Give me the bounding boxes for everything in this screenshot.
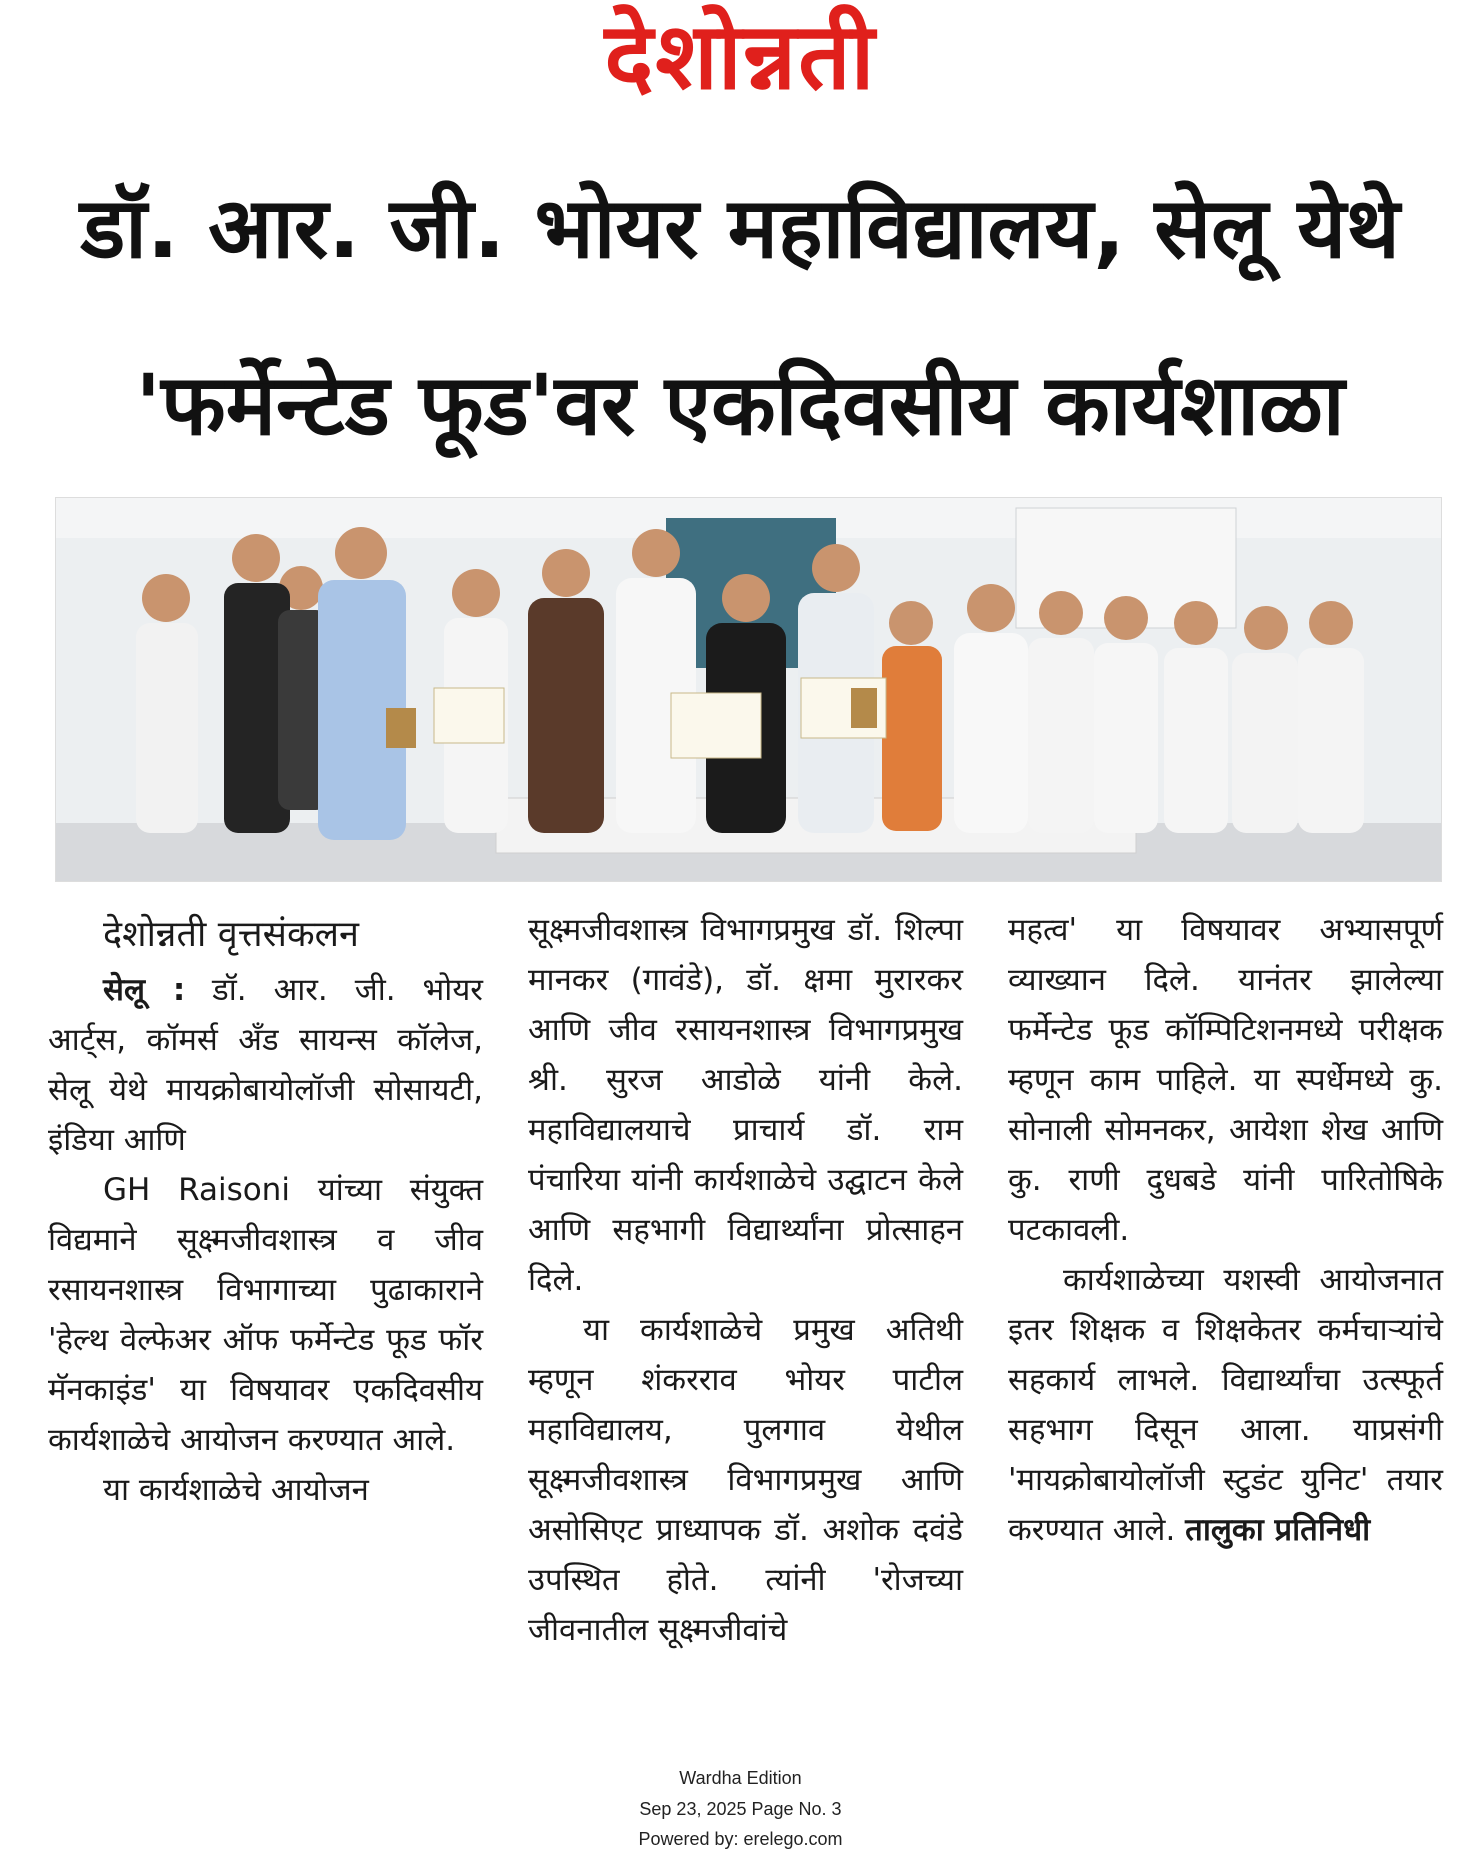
article-column-2 xyxy=(528,905,963,1655)
footer-edition: Wardha Edition xyxy=(679,1768,802,1788)
reporter-signature: तालुका प्रतिनिधी xyxy=(1185,1512,1371,1548)
newspaper-masthead-logo: देशोन्नती xyxy=(604,3,877,110)
column-3-paragraph-2 xyxy=(1008,1255,1443,1555)
group-photo xyxy=(55,497,1442,882)
article-column-3 xyxy=(1008,905,1443,1555)
column-2-paragraph-2: या कार्यशाळेचे प्रमुख अतिथी म्हणून शंकरराव भोयर पाटील महाविद्यालय, पुलगाव येथील सूक्ष्मजीवशास्त्र विभागप्रमुख आणि असोसिएट प्राध्यापक डॉ. अशोक दवंडे उपस्थित होते. त्यांनी 'रोजच्या जीवनातील सूक्ष्मजीवांचे xyxy=(528,1312,963,1648)
group-photo-illustration xyxy=(56,498,1441,881)
column-1-paragraph-1 xyxy=(48,965,483,1165)
column-3-paragraph-2-text: कार्यशाळेच्या यशस्वी आयोजनात इतर शिक्षक व शिक्षकेतर कर्मचाऱ्यांचे सहकार्य लाभले. विद्यार्थ्यांचा उत्स्फूर्त सहभाग दिसून आला. याप्रसंगी 'मायक्रोबायोलॉजी स्टुडंट युनिट' तयार करण्यात आले. xyxy=(1008,1262,1443,1548)
footer-date-page: Sep 23, 2025 Page No. 3 xyxy=(639,1799,842,1819)
column-1-paragraph-2: GH Raisoni यांच्या संयुक्त विद्यमाने सूक्ष्मजीवशास्त्र व जीव रसायनशास्त्र विभागाच्या पुढाकाराने 'हेल्थ वेल्फेअर ऑफ फर्मेन्टेड फूड फॉर मॅनकाइंड' या विषयावर एकदिवसीय कार्यशाळेचे आयोजन करण्यात आले. xyxy=(48,1172,483,1458)
dateline: सेलू : xyxy=(103,972,186,1008)
headline-line-1: डॉ. आर. जी. भोयर महाविद्यालय, सेलू येथे xyxy=(80,179,1400,277)
footer-powered-by: Powered by: erelego.com xyxy=(638,1829,843,1849)
headline-line-2: 'फर्मेन्टेड फूड'वर एकदिवसीय कार्यशाळा xyxy=(135,356,1345,454)
column-1-paragraph-3: या कार्यशाळेचे आयोजन xyxy=(103,1472,369,1508)
article-column-1 xyxy=(48,905,483,1515)
byline: देशोन्नती वृत्तसंकलन xyxy=(103,914,359,955)
column-3-paragraph-1: महत्व' या विषयावर अभ्यासपूर्ण व्याख्यान दिले. यानंतर झालेल्या फर्मेन्टेड फूड कॉम्पिटिशनमध्ये परीक्षक म्हणून काम पाहिले. या स्पर्धेमध्ये कु. सोनाली सोमनकर, आयेशा शेख आणि कु. राणी दुधबडे यांनी पारितोषिके पटकावली. xyxy=(1008,912,1443,1248)
column-1-paragraph-1-text: डॉ. आर. जी. भोयर आर्ट्स, कॉमर्स अँड सायन्स कॉलेज, सेलू येथे मायक्रोबायोलॉजी सोसायटी, इंडिया आणि xyxy=(48,972,483,1158)
column-2-paragraph-1: सूक्ष्मजीवशास्त्र विभागप्रमुख डॉ. शिल्पा मानकर (गावंडे), डॉ. क्षमा मुरारकर आणि जीव रसायनशास्त्र विभागप्रमुख श्री. सुरज आडोळे यांनी केले. महाविद्यालयाचे प्राचार्य डॉ. राम पंचारिया यांनी कार्यशाळेचे उद्घाटन केले आणि सहभागी विद्यार्थ्यांना प्रोत्साहन दिले. xyxy=(528,912,963,1298)
